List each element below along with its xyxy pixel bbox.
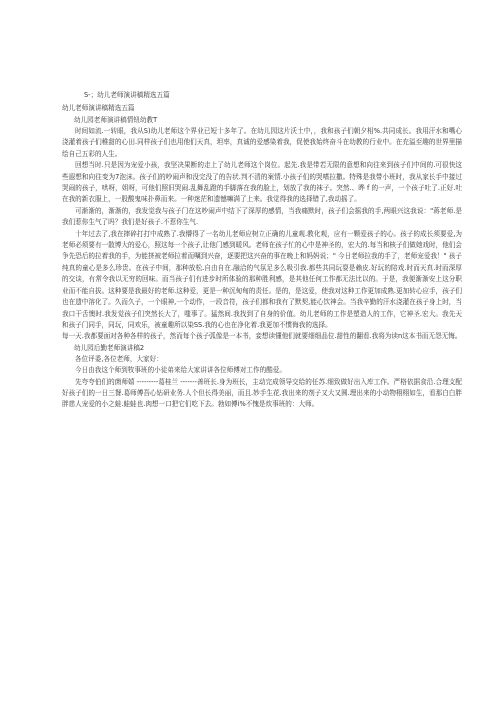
paragraph: 可渐渐的，渐渐的，我发觉我与孩子门在这吵闹声中结下了深厚的感情，当我痛默时，孩子们会摇我的手,两眼兴这我说："蒋老师.是我们惹你生气了吗？我们是好孩子.不惹你生气. (62, 206, 462, 227)
greeting-line: 各位评委,各位老师，大家好： (75, 354, 163, 363)
paragraph: 回想当时.只是因为宠爱小孩，我坚决果断的走上了幼儿老师这个岗位。起先.我是带若无限的意想和向往来到孩子们中间的.可很快这些遐想和向往变为7泡沫。孩子们的吵闹声和没完没了的告状.判不清的案情.小孩子们的哭嗜拉撒。特殊是我带小班时，我从家长手中接过哭闹的孩子，哄呀，姐呀，可他们照旧哭闹.乱舞乱蹬的手脚落在我的脸上，划放了我的袜子。突然.、晔 f 的一声，一个孩子吐了.正好.吐在我的新衣服上，一股酸鬼味扑鼻而来。一种迷茫和遗憾嘛满了上来。我觉得我的选择错了,我动摇了。 (62, 161, 462, 204)
document-title: 幼儿老师演讲稿精选五篇 (62, 104, 135, 112)
page-header: S-；幼儿老师演讲稿精选五篇 (84, 91, 170, 99)
section-1-title: 幼儿园老师演讲稿情钮幼教T (74, 116, 158, 124)
paragraph: 先夸夸伯们的菌师嬉 ---------葛桂兰 -------善班长.身为班长，主动完成领导交给的任苏.细致做好出入库工作。严格依据食沿.合理支配好孩子们的一日三餐.葛师傅吾心钻研业务.人个但长得美丽，而且.妙手生花.我出来的剂子又大又圆.理出来的小动物栩栩如生，看那白白胖胖慈人宠爱的小之蛙.蛙蛙也.肉想一口把它们吃下去。勃如傅i%不愧是炊事班的：大师。 (62, 377, 462, 409)
paragraph: 每一天.我都要面对各种各样的孩子，然而每个孩子弧像是一本书，妾想读懂他们就要细细品位.甜性的翻看.我将为读n这本书而无怨无悔。 (62, 332, 462, 341)
section-2-title: 幼儿园后勤老师演讲稿2 (74, 343, 145, 352)
intro-line: 今日由我这个师到牧事班的小徒弟来给大家讲讲各位师傅对工作的酷爱。 (75, 366, 286, 375)
paragraph: 十年过去了,我在摔碎打打中成熟了.我懵得了一名幼儿老师应树立正确的儿童观.教化观，应有一颗爱孩子的心。孩子的成长须要爱,为老师必须要有一散博大的爱心，照这每一个孩子,让他门感到暖风。老师在孩子忙的心中是神圣的，宏大的.每当和核子们做她戏时，他们会争先恐后的拉着我的手，为能挤被老师拉着而嘱到兴奋，逐要把这兴奋的事在晚上和妈妈说；" 今日老师拉我的手了，老师宠爱我！" 孩子纯真的童心是多么珍贵。在孩子中间，那种放松.自由自在.融洽的气氛足多么吸引我.都些共同玩耍是赖皮.好玩的陪戏.时而天真.时而深厚的交谈，有常令我以无穷的回味。而当孩子们有进步时所体验的那种胜利感，是其他任何工作都无法比以的。于是，我便渐渐安上这分职业而不能自拔。这种要是我最好的老师.这种爱，更是一种沉甸甸的责任。是的，是这爱，使我对这种工作更加成熟.更加转心应手，孩子们也在遗中溶化了。久而久子，一个眼神,一个动作，一段音符，孩子们都和我有了默契,能心饮神会。当我辛勤的汗水浇灌在孩子身上时，当我口干舌懊时.我发觉孩子们突然长大了，嗤事了。猛然间.我找到了自身的价值。幼儿老师的工作是塑造人的工作，它神圣.宏大。我先天和孩子门同手，同玩，同欢乐，被童趣所以染SS.我的心也在净化着.我更加不惯侮我的选择。 (62, 229, 462, 329)
section-2 (62, 343, 462, 411)
paragraph: 时间如流.一转眼，我从S)幼儿老师这个界业已短十多年了。在幼儿园这片沃土中，，我和孩子们朝夕相%.共同成长。我用汗水和嘴心浇灌着孩子们稚甜的心田.同样孩子们也用他们天真，坦率，真诚的爱感染着我，促使我始终奋斗在幼教的行业中。在充溢至趣的世界里描绘自己五彩的人生。 (62, 127, 462, 158)
section-1 (62, 115, 462, 343)
